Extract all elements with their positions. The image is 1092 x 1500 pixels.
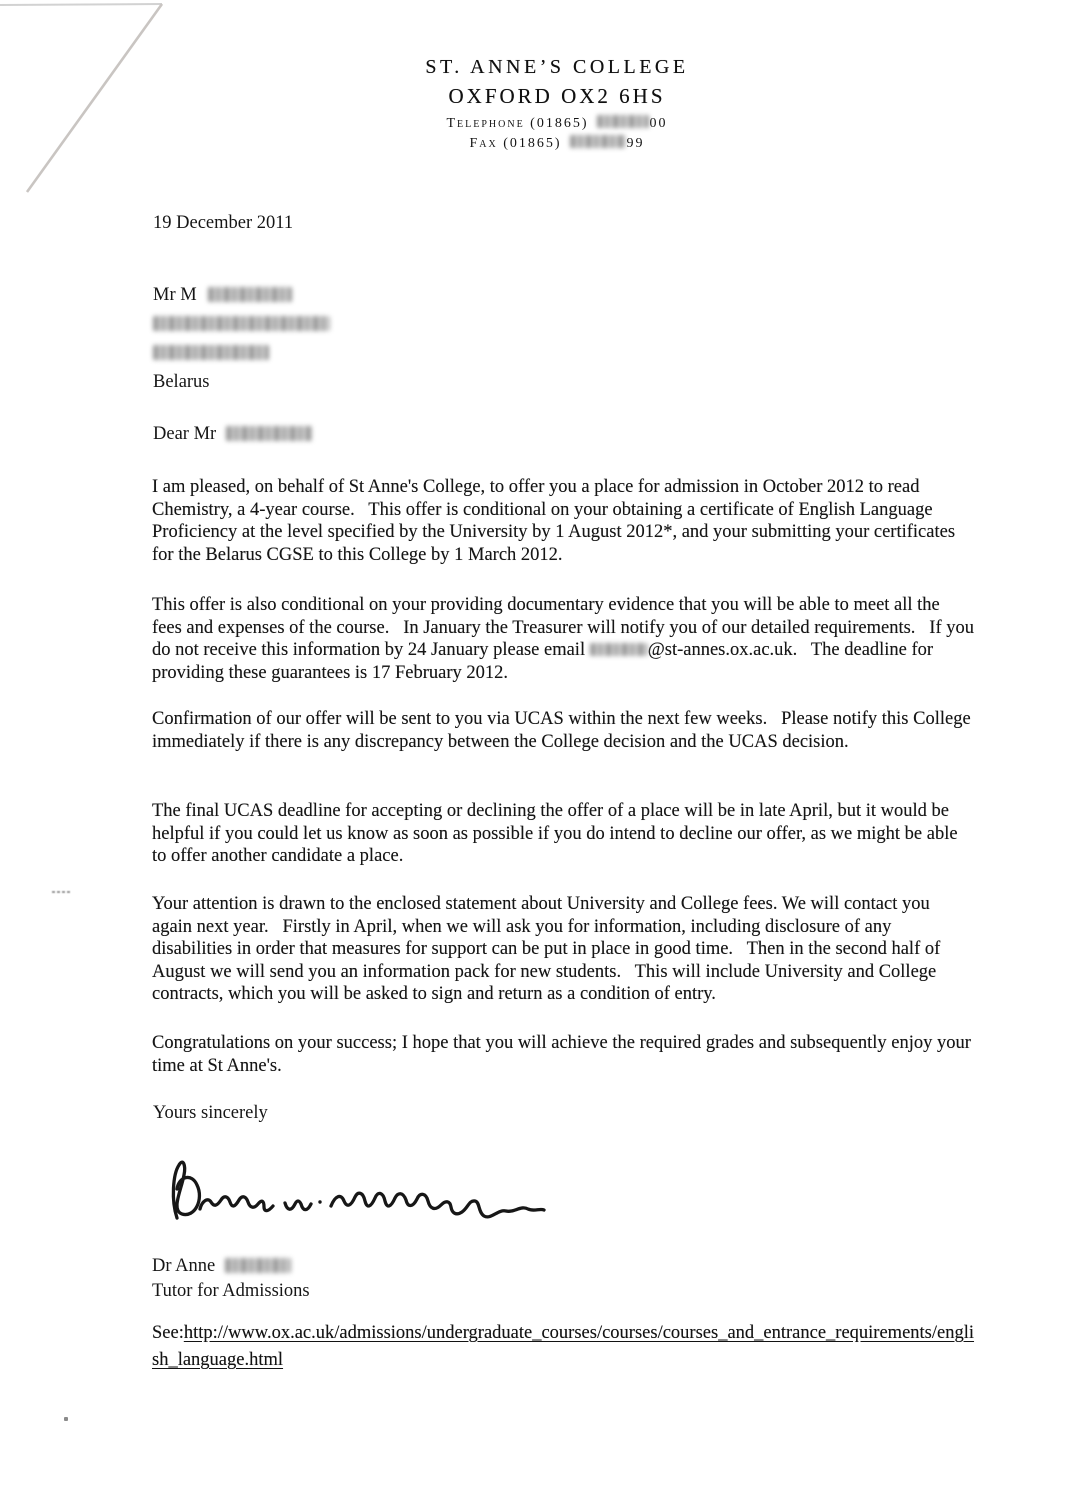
signer-name-line	[152, 1254, 310, 1279]
recipient-street-line	[153, 314, 330, 343]
redacted-signer-surname	[225, 1258, 291, 1273]
signer-title: Tutor for Admissions	[152, 1280, 310, 1301]
recipient-name-prefix: Mr M	[153, 285, 197, 305]
paragraph-financial-conditions	[152, 594, 979, 684]
letter-date: 19 December 2011	[153, 213, 294, 233]
recipient-city-line	[153, 343, 330, 372]
salutation-prefix: Dear Mr	[153, 424, 217, 444]
scan-dot-artifact	[64, 1417, 68, 1421]
redacted-salutation-surname	[226, 426, 312, 441]
paragraph-congratulations: Congratulations on your success; I hope that you will achieve the required grades and subsequently enjoy your time at St Anne's.	[152, 1033, 976, 1076]
redacted-city-postcode	[153, 345, 269, 360]
scan-dash-artifact	[52, 891, 71, 893]
closing: Yours sincerely	[153, 1103, 268, 1123]
recipient-address	[153, 285, 330, 401]
fax-label: Fax (01865)	[469, 136, 562, 151]
redacted-recipient-surname	[208, 287, 292, 302]
paragraph-ucas-confirmation: Confirmation of our offer will be sent to you via UCAS within the next few weeks. Please notify this College immediately if there is any discrepancy between the College decision and the UCAS decision.	[152, 709, 976, 752]
recipient-name-line	[153, 285, 330, 314]
recipient-country: Belarus	[153, 372, 210, 392]
paragraph-financial-part2: @st-annes.ox.ac.uk. The deadline for providing these guarantees is 17 February 2012.	[152, 640, 938, 683]
fax-visible-digits: 99	[626, 136, 645, 151]
paragraph-offer: I am pleased, on behalf of St Anne's College, to offer you a place for admission in October 2012 to read Chemistry, a 4-year course. This offer is conditional on your obtaining a certificate of English Language Proficiency at the level specified by the University by 1 August 2012*, and your submitting your certificates for the Belarus CGSE to this College by 1 March 2012.	[152, 477, 960, 565]
letterhead	[11, 56, 1092, 152]
telephone-label: Telephone (01865)	[446, 116, 589, 131]
footnote-url-link[interactable]: http://www.ox.ac.uk/admissions/undergraduate_courses/courses/courses_and_entrance_requirements/english_language.html	[152, 1323, 975, 1370]
college-address: OXFORD OX2 6HS	[448, 84, 666, 108]
college-name: ST. ANNE’S COLLEGE	[425, 56, 689, 78]
paragraph-ucas-deadline: The final UCAS deadline for accepting or declining the offer of a place will be in late April, but it would be helpful if you could let us know as soon as possible if you do intend to decline our offer, as we might be able to offer another candidate a place.	[152, 801, 963, 866]
redacted-telephone-digits	[597, 115, 649, 128]
footnote	[152, 1320, 974, 1374]
salutation	[153, 423, 312, 446]
telephone-visible-digits: 00	[649, 116, 668, 131]
signer-block	[152, 1254, 310, 1303]
paragraph-financial-part1: This offer is also conditional on your providing documentary evidence that you will be able to meet all the fees and expenses of the course. In January the Treasurer will notify you of our detailed requirements. If you do not receive this information by 24 January please email	[152, 595, 979, 660]
redacted-street-address	[153, 316, 330, 331]
telephone-line	[11, 115, 1092, 132]
handwritten-signature	[163, 1158, 548, 1224]
signer-name-prefix: Dr Anne	[152, 1256, 216, 1276]
redacted-fax-digits	[570, 135, 626, 148]
fax-line	[11, 135, 1092, 152]
redacted-email-local-part	[590, 643, 648, 656]
footnote-prefix: See:	[152, 1323, 184, 1343]
paragraph-fees-and-contracts: Your attention is drawn to the enclosed statement about University and College fees. We will contact you again next year. Firstly in April, when we will ask you for information, including disclosure of any disabilities in order that measures for support can be put in place in good time. Then in the second half of August we will send you an information pack for new students. This will include University and College contracts, which you will be asked to sign and return as a condition of entry.	[152, 894, 944, 1004]
